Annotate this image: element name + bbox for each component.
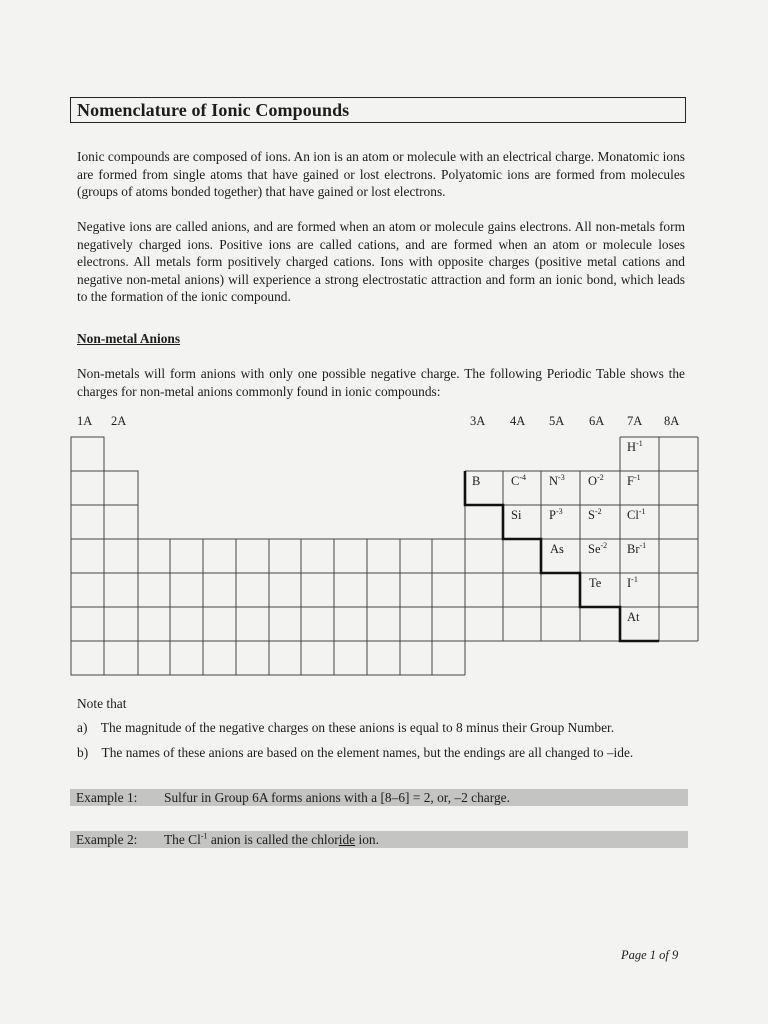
element-h: $H^{-1}$	[627, 438, 643, 454]
note-b: b) The names of these anions are based on the element names, but the endings are all changed to –ide.	[77, 745, 634, 760]
element-te: Te	[589, 576, 602, 590]
element-s: $S^{-2}$	[588, 506, 602, 522]
example-2-text: The $Cl^{-1}$ anion is called the chloride ion.	[164, 831, 379, 847]
element-se: $Se^{-2}$	[588, 540, 608, 556]
group-label-6a: 6A	[589, 414, 605, 428]
pt-cell	[104, 471, 138, 505]
element-o: $O^{-2}$	[588, 472, 604, 488]
pt-cell	[71, 607, 104, 641]
element-c: $C^{-4}$	[511, 472, 527, 488]
pt-cell	[104, 539, 138, 573]
element-si: Si	[511, 508, 522, 522]
nonmetal-paragraph: Non-metals will form anions with only one possible negative charge. The following Periodic Table shows the charges for non-metal anions commonly found in ionic compounds:	[77, 366, 685, 399]
pt-cell	[71, 641, 104, 675]
group-label-2a: 2A	[111, 414, 127, 428]
pt-cell	[71, 505, 104, 539]
transition-metal-block	[138, 539, 465, 675]
note-intro: Note that	[77, 696, 127, 711]
element-n: $N^{-3}$	[549, 472, 565, 488]
element-b: B	[472, 474, 481, 488]
element-at: At	[627, 610, 640, 624]
note-a: a) The magnitude of the negative charges on these anions is equal to 8 minus their Group Number.	[77, 720, 615, 735]
pt-cell	[104, 573, 138, 607]
element-cl: $Cl^{-1}$	[627, 506, 646, 522]
group-label-8a: 8A	[664, 414, 680, 428]
group-label-4a: 4A	[510, 414, 526, 428]
element-i: $I^{-1}$	[627, 574, 638, 590]
group-label-5a: 5A	[549, 414, 565, 428]
pt-cell	[104, 607, 138, 641]
pt-cell	[104, 641, 138, 675]
page-number: Page 1 of 9	[621, 948, 679, 962]
element-br: $Br^{-1}$	[627, 540, 647, 556]
example-2-label: Example 2:	[76, 832, 138, 847]
pt-cell	[71, 539, 104, 573]
example-1-label: Example 1:	[76, 790, 138, 805]
group-label-3a: 3A	[470, 414, 486, 428]
section-heading: Non-metal Anions	[77, 331, 181, 346]
anions-paragraph: Negative ions are called anions, and are formed when an atom or molecule gains electrons. All non-metals form negatively charged ions. Positive ions are called cations, and are formed when an atom or molecule loses electrons. All metals form positively charged cations. Ions with opposite charges (positive metal cations and negative non-metal anions) will experience a strong electrostatic attraction and form an ionic bond, which leads to the formation of the ionic compound.	[77, 219, 685, 304]
element-f: $F^{-1}$	[627, 472, 641, 488]
page-title: Nomenclature of Ionic Compounds	[77, 100, 350, 120]
element-p: $P^{-3}$	[549, 506, 563, 522]
group-label-1a: 1A	[77, 414, 93, 428]
example-1-text: Sulfur in Group 6A forms anions with a [8–6] = 2, or, –2 charge.	[164, 790, 510, 805]
example-1-bar	[70, 789, 688, 806]
group-label-7a: 7A	[627, 414, 643, 428]
element-as: As	[550, 542, 564, 556]
pt-cell	[104, 505, 138, 539]
intro-paragraph: Ionic compounds are composed of ions. An ion is an atom or molecule with an electrical charge. Monatomic ions are formed from single atoms that have gained or lost electrons. Polyatomic ions are formed from molecules (groups of atoms bonded together) that have gained or lost electrons.	[77, 149, 685, 199]
example-2-bar	[70, 831, 688, 848]
pt-cell	[71, 437, 104, 471]
pt-cell	[71, 471, 104, 505]
pt-cell	[71, 573, 104, 607]
